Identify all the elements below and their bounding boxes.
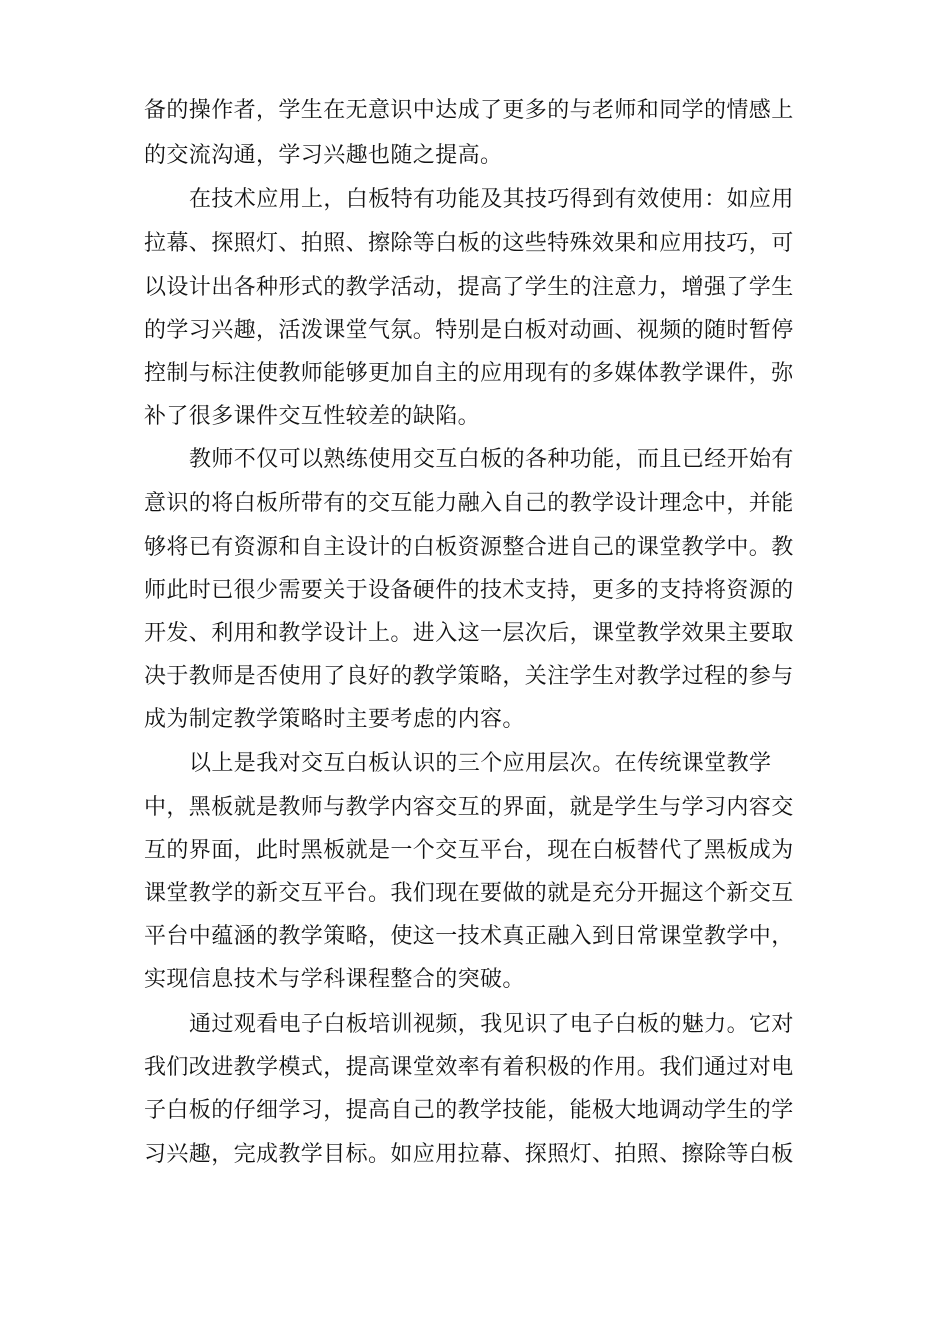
text-line: 师此时已很少需要关于设备硬件的技术支持，更多的支持将资源的 [144,578,794,603]
text-line: 教师不仅可以熟练使用交互白板的各种功能，而且已经开始有 [189,447,794,472]
text-line: 的交流沟通，学习兴趣也随之提高。 [144,143,503,168]
text-line: 中，黑板就是教师与教学内容交互的界面，就是学生与学习内容交 [144,795,794,820]
text-line: 实现信息技术与学科课程整合的突破。 [144,967,525,992]
text-line: 意识的将白板所带有的交互能力融入自己的教学设计理念中，并能 [144,491,794,516]
text-line: 我们改进教学模式，提高课堂效率有着积极的作用。我们通过对电 [144,1055,794,1080]
text-line: 成为制定教学策略时主要考虑的内容。 [144,707,525,732]
text-line: 在技术应用上，白板特有功能及其技巧得到有效使用：如应用 [189,187,794,212]
text-line: 拉幕、探照灯、拍照、擦除等白板的这些特殊效果和应用技巧，可 [144,231,794,256]
text-line: 补了很多课件交互性较差的缺陷。 [144,404,481,429]
text-line: 平台中蕴涵的教学策略，使这一技术真正融入到日常课堂教学中， [144,924,794,949]
text-line: 的学习兴趣，活泼课堂气氛。特别是白板对动画、视频的随时暂停 [144,318,794,343]
text-line: 以设计出各种形式的教学活动，提高了学生的注意力，增强了学生 [144,275,794,300]
text-line: 够将已有资源和自主设计的白板资源整合进自己的课堂教学中。教 [144,535,794,560]
text-line: 互的界面，此时黑板就是一个交互平台，现在白板替代了黑板成为 [144,838,794,863]
text-line: 决于教师是否使用了良好的教学策略，关注学生对教学过程的参与 [144,664,794,689]
text-line: 备的操作者，学生在无意识中达成了更多的与老师和同学的情感上 [144,98,794,123]
text-line: 开发、利用和教学设计上。进入这一层次后，课堂教学效果主要取 [144,621,794,646]
text-line: 课堂教学的新交互平台。我们现在要做的就是充分开掘这个新交互 [144,881,794,906]
text-line: 控制与标注使教师能够更加自主的应用现有的多媒体教学课件，弥 [144,361,794,386]
text-line: 子白板的仔细学习，提高自己的教学技能，能极大地调动学生的学 [144,1098,794,1123]
text-line: 以上是我对交互白板认识的三个应用层次。在传统课堂教学 [189,751,772,776]
text-line: 通过观看电子白板培训视频，我见识了电子白板的魅力。它对 [189,1012,794,1037]
text-line: 习兴趣，完成教学目标。如应用拉幕、探照灯、拍照、擦除等白板 [144,1142,794,1167]
